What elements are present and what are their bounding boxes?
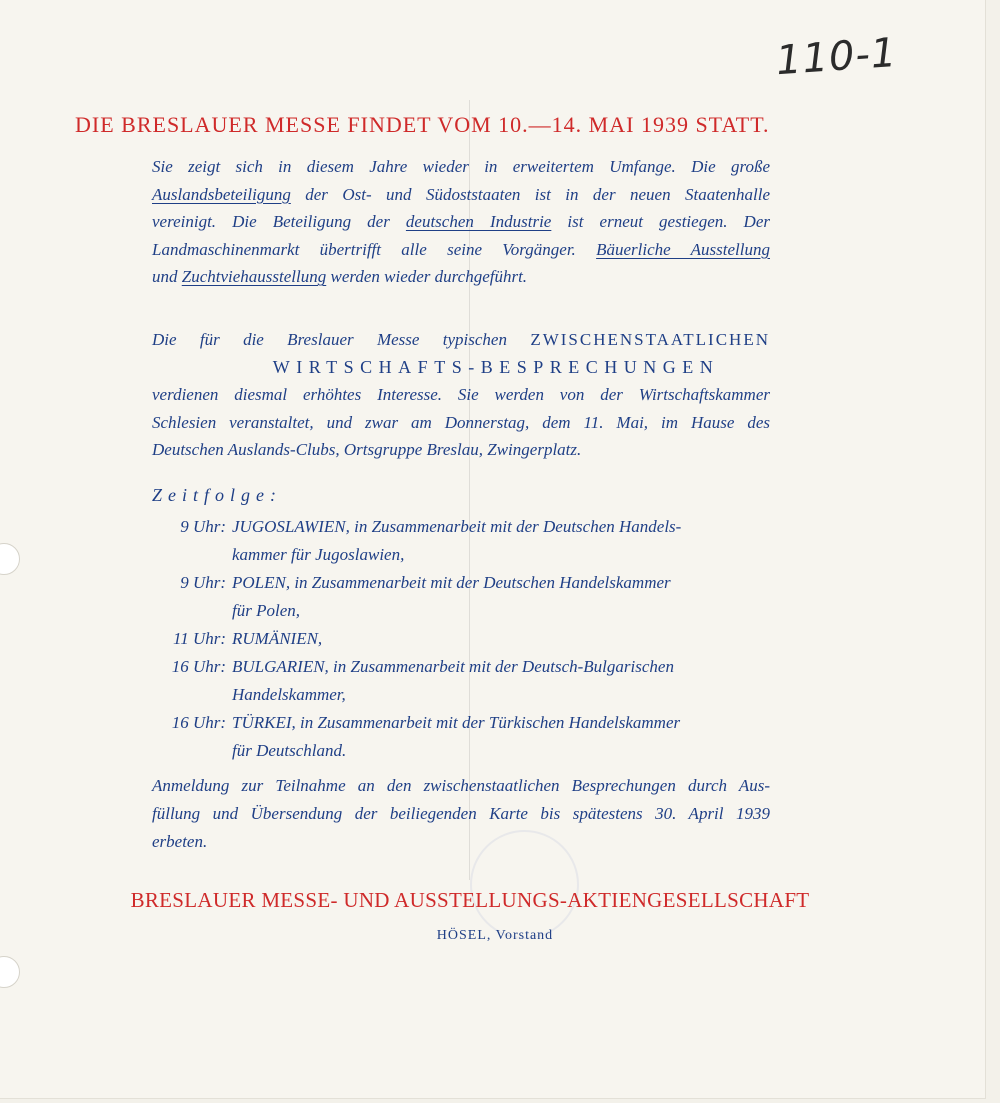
talks-paragraph: [152, 326, 770, 464]
caps-title: ZWISCHENSTAATLICHEN: [530, 330, 770, 349]
registration-note: [152, 772, 770, 856]
text-span: und: [152, 267, 182, 286]
intro-line: Sie zeigt sich in diesem Jahre wieder in erweitertem Umfange. Die große: [152, 157, 770, 176]
schedule-time: 11 Uhr:: [172, 629, 226, 648]
schedule-time: 9 Uhr:: [180, 517, 226, 536]
talks-line: [152, 326, 770, 354]
intro-line: [152, 236, 770, 264]
text-span: werden wieder durchgeführt.: [326, 267, 528, 286]
schedule-item: [140, 513, 770, 569]
schedule-time: 16 Uhr:: [171, 713, 226, 732]
underlined-phrase: Auslandsbeteiligung: [152, 184, 291, 204]
registration-line: erbeten.: [152, 832, 208, 851]
schedule-list: [140, 513, 770, 765]
schedule-item: [140, 653, 770, 709]
intro-line: [152, 263, 770, 291]
schedule-item: [140, 709, 770, 765]
schedule-item: [140, 569, 770, 625]
caps-title: WIRTSCHAFTS-BESPRECHUNGEN: [272, 356, 720, 377]
underlined-phrase: Zuchtviehausstellung: [181, 267, 327, 286]
schedule-line: Handelskammer,: [232, 685, 346, 704]
schedule-desc: [232, 709, 770, 765]
intro-line: [152, 181, 770, 209]
text-span: vereinigt. Die Beteiligung der: [152, 212, 406, 231]
schedule-item: [140, 625, 770, 653]
schedule-desc: [232, 625, 770, 653]
underlined-phrase: deutschen Industrie: [405, 212, 552, 231]
signer: HÖSEL, Vorstand: [436, 928, 554, 943]
punch-hole: [0, 543, 20, 575]
intro-line: [152, 208, 770, 236]
schedule-line: BULGARIEN, in Zusammenarbeit mit der Deutsch-Bulgarischen: [232, 657, 674, 676]
text-span: der Ost- und Südoststaaten ist in der neuen Staatenhalle: [290, 184, 770, 204]
schedule-time: 16 Uhr:: [171, 657, 226, 676]
schedule-line: für Polen,: [232, 601, 300, 620]
schedule-line: kammer für Jugoslawien,: [232, 545, 405, 564]
schedule-heading: Zeitfolge:: [152, 485, 282, 505]
talks-line: Deutschen Auslands-Clubs, Ortsgruppe Breslau, Zwingerplatz.: [152, 440, 582, 459]
schedule-desc: [232, 653, 770, 709]
schedule-line: POLEN, in Zusammenarbeit mit der Deutschen Handelskammer: [232, 573, 671, 592]
talks-line: Schlesien veranstaltet, und zwar am Donnerstag, dem 11. Mai, im Hause des: [152, 412, 770, 432]
text-span: Landmaschinenmarkt übertrifft alle seine Vorgänger.: [152, 239, 597, 259]
text-span: Die für die Breslauer Messe typischen: [152, 330, 531, 349]
talks-line: verdienen diesmal erhöhtes Interesse. Sie werden von der Wirtschaftskammer: [152, 385, 770, 404]
registration-line: füllung und Übersendung der beiliegenden Karte bis spätestens 30. April 1939: [152, 804, 770, 823]
schedule-line: TÜRKEI, in Zusammenarbeit mit der Türkischen Handelskammer: [232, 713, 681, 732]
registration-line: Anmeldung zur Teilnahme an den zwischenstaatlichen Besprechungen durch Aus-: [152, 776, 770, 795]
headline: DIE BRESLAUER MESSE FINDET VOM 10.—14. MAI 1939 STATT.: [75, 112, 770, 137]
schedule-line: RUMÄNIEN,: [232, 629, 323, 648]
text-span: ist erneut gestiegen. Der: [551, 212, 770, 231]
schedule-line: für Deutschland.: [232, 741, 347, 760]
schedule-desc: [232, 569, 770, 625]
punch-hole: [0, 956, 20, 988]
schedule-desc: [232, 513, 770, 569]
underlined-phrase: Bäuerliche Ausstellung: [596, 239, 770, 259]
schedule-time: 9 Uhr:: [180, 573, 226, 592]
company-name: BRESLAUER MESSE- UND AUSSTELLUNGS-AKTIENGESELLSCHAFT: [130, 888, 810, 912]
handwritten-reference-number: 110-1: [774, 29, 899, 85]
intro-paragraph: [152, 153, 770, 291]
talks-line: [152, 354, 770, 382]
schedule-line: JUGOSLAWIEN, in Zusammenarbeit mit der Deutschen Handels-: [232, 517, 682, 536]
